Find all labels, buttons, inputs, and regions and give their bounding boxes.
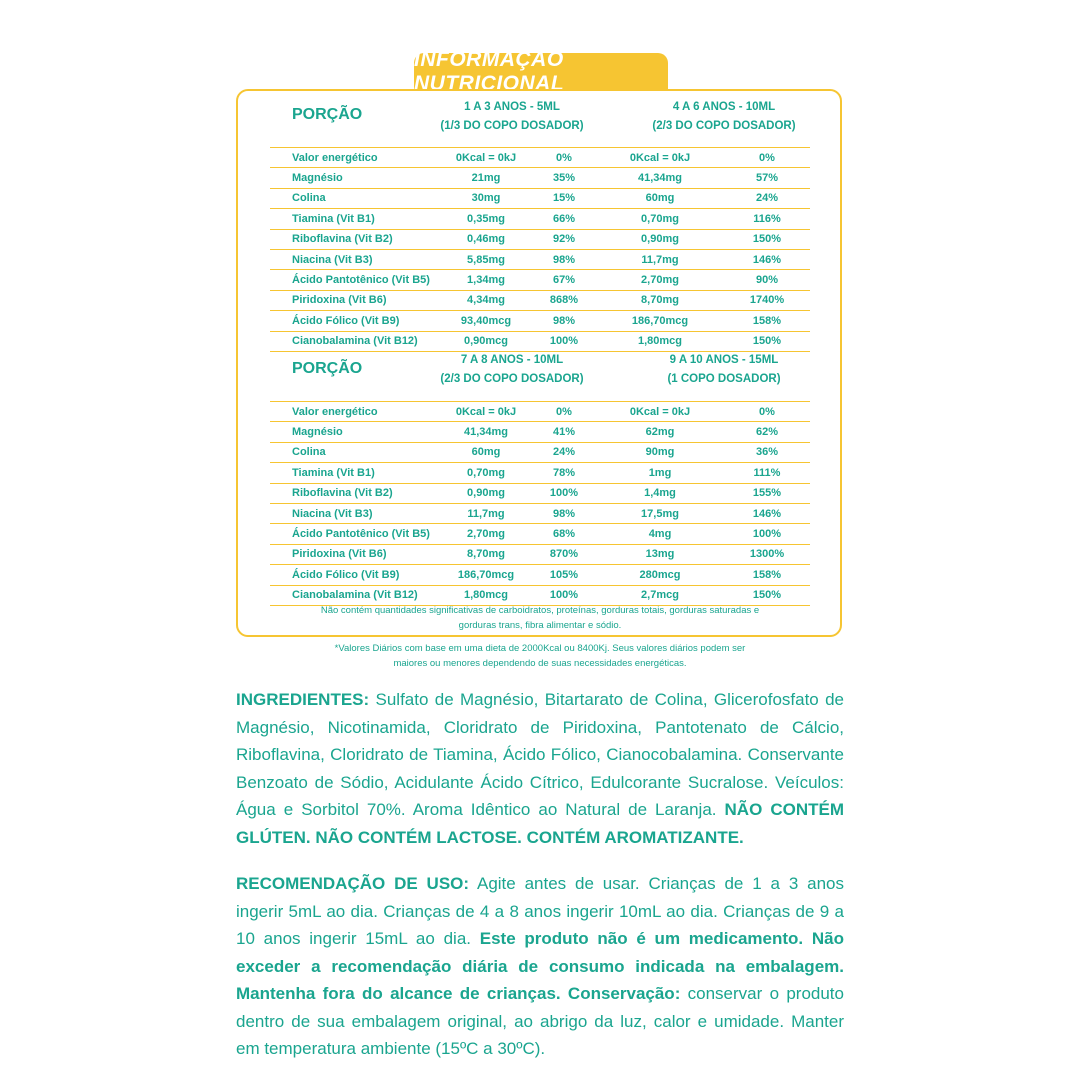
amount-1: 93,40mcg [440, 311, 532, 331]
amount-2: 62mg [596, 422, 724, 442]
percent-1: 100% [532, 483, 596, 503]
nutrient-name: Magnésio [270, 422, 440, 442]
nutrient-name: Riboflavina (Vit B2) [270, 483, 440, 503]
percent-1: 92% [532, 229, 596, 249]
section1-col1-head [412, 98, 612, 136]
table-row [270, 311, 810, 331]
amount-2: 11,7mg [596, 249, 724, 269]
percent-1: 98% [532, 503, 596, 523]
percent-2: 158% [724, 311, 810, 331]
percent-1: 15% [532, 188, 596, 208]
percent-1: 24% [532, 442, 596, 462]
amount-2: 2,7mcg [596, 585, 724, 605]
section2-col2-head-line1: 9 A 10 ANOS - 15ML [669, 354, 779, 366]
box-note [260, 603, 820, 633]
daily-values-note [300, 641, 780, 671]
percent-2: 146% [724, 503, 810, 523]
amount-1: 2,70mg [440, 524, 532, 544]
ingredients-text: Sulfato de Magnésio, Bitartarato de Colina, Glicerofosfato de Magnésio, Nicotinamida, Cloridrato de Piridoxina, Pantotenato de Cálcio, Riboflavina, Cloridrato de Tiamina, Ácido Fólico, Cianocobalamina. Conservante Benzoato de Sódio, Acidulante Ácido Cítrico, Edulcorante Sucralose. Veículos: Água e Sorbitol 70%. Aroma Idêntico ao Natural de Laranja. [236, 690, 844, 819]
amount-2: 8,70mg [596, 290, 724, 310]
section2-col1-head-line2: (2/3 DO COPO DOSADOR) [440, 373, 584, 385]
daily-note-line2: maiores ou menores dependendo de suas necessidades energéticas. [393, 658, 687, 669]
amount-2: 1,80mcg [596, 331, 724, 351]
amount-2: 0,90mg [596, 229, 724, 249]
percent-1: 66% [532, 209, 596, 229]
nutrient-name: Niacina (Vit B3) [270, 503, 440, 523]
nutrient-name: Riboflavina (Vit B2) [270, 229, 440, 249]
amount-1: 0,46mg [440, 229, 532, 249]
table-row [270, 148, 810, 168]
percent-1: 67% [532, 270, 596, 290]
table-row [270, 290, 810, 310]
nutrient-name: Cianobalamina (Vit B12) [270, 331, 440, 351]
nutrient-name: Cianobalamina (Vit B12) [270, 585, 440, 605]
amount-1: 0,70mg [440, 463, 532, 483]
section2-col2-head-line2: (1 COPO DOSADOR) [667, 373, 781, 385]
nutrient-name: Ácido Fólico (Vit B9) [270, 565, 440, 585]
amount-1: 8,70mg [440, 544, 532, 564]
conservacao-text: conservar o produto dentro de sua embalagem original, ao abrigo da luz, calor e umidade. Manter em temperatura ambiente (15ºC a 30ºC). [236, 984, 844, 1058]
percent-1: 0% [532, 402, 596, 422]
nutrient-name: Tiamina (Vit B1) [270, 209, 440, 229]
nutrition-table-2 [270, 401, 810, 606]
nutrient-name: Magnésio [270, 168, 440, 188]
amount-1: 0Kcal = 0kJ [440, 402, 532, 422]
percent-1: 105% [532, 565, 596, 585]
percent-1: 98% [532, 311, 596, 331]
percent-2: 36% [724, 442, 810, 462]
amount-2: 17,5mg [596, 503, 724, 523]
section2-col2-head [624, 351, 824, 389]
percent-2: 1300% [724, 544, 810, 564]
ingredients-warning: NÃO CONTÉM GLÚTEN. NÃO CONTÉM LACTOSE. CONTÉM AROMATIZANTE. [236, 800, 844, 847]
section1-col2-head-line2: (2/3 DO COPO DOSADOR) [652, 120, 796, 132]
nutrient-name: Ácido Pantotênico (Vit B5) [270, 270, 440, 290]
percent-2: 155% [724, 483, 810, 503]
nutrient-name: Valor energético [270, 148, 440, 168]
box-note-line1: Não contém quantidades significativas de carboidratos, proteínas, gorduras totais, gorduras saturadas e [320, 605, 760, 616]
nutrient-name: Valor energético [270, 402, 440, 422]
nutrient-name: Ácido Pantotênico (Vit B5) [270, 524, 440, 544]
amount-2: 1,4mg [596, 483, 724, 503]
percent-2: 150% [724, 229, 810, 249]
nutrition-header-tab [414, 48, 668, 95]
conservacao-label: Conservação: [560, 984, 681, 1003]
table-row [270, 209, 810, 229]
nutrient-name: Colina [270, 442, 440, 462]
porcao-label-2: PORÇÃO [292, 360, 363, 377]
percent-2: 150% [724, 331, 810, 351]
usage-text: Agite antes de usar. Crianças de 1 a 3 anos ingerir 5mL ao dia. Crianças de 4 a 8 anos ingerir 10mL ao dia. Crianças de 9 a 10 anos ingerir 15mL ao dia. [236, 874, 844, 948]
amount-1: 0Kcal = 0kJ [440, 148, 532, 168]
nutrition-header-title: INFORMAÇÃO NUTRICIONAL [414, 48, 565, 95]
nutrient-name: Ácido Fólico (Vit B9) [270, 311, 440, 331]
section2-col1-head-line1: 7 A 8 ANOS - 10ML [460, 354, 564, 366]
amount-1: 0,90mg [440, 483, 532, 503]
table-row [270, 249, 810, 269]
table-row [270, 402, 810, 422]
amount-1: 5,85mg [440, 249, 532, 269]
nutrient-name: Niacina (Vit B3) [270, 249, 440, 269]
amount-1: 60mg [440, 442, 532, 462]
table-row [270, 422, 810, 442]
section2-col1-head [412, 351, 612, 389]
amount-2: 41,34mg [596, 168, 724, 188]
amount-2: 0,70mg [596, 209, 724, 229]
table-row [270, 544, 810, 564]
ingredients-label: INGREDIENTES: [236, 690, 370, 709]
nutrition-table-1 [270, 147, 810, 352]
percent-1: 68% [532, 524, 596, 544]
table-row [270, 331, 810, 351]
daily-note-line1: *Valores Diários com base em uma dieta de 2000Kcal ou 8400Kj. Seus valores diários podem ser [334, 643, 746, 654]
percent-2: 90% [724, 270, 810, 290]
percent-2: 100% [724, 524, 810, 544]
table-row [270, 483, 810, 503]
porcao-label-1: PORÇÃO [292, 106, 363, 123]
amount-2: 0Kcal = 0kJ [596, 148, 724, 168]
usage-warning: Este produto não é um medicamento. Não exceder a recomendação diária de consumo indicada na embalagem. Mantenha fora do alcance de crianças. [236, 929, 844, 1003]
percent-1: 0% [532, 148, 596, 168]
nutrient-name: Piridoxina (Vit B6) [270, 290, 440, 310]
table-row [270, 503, 810, 523]
amount-2: 60mg [596, 188, 724, 208]
table-row [270, 270, 810, 290]
amount-1: 30mg [440, 188, 532, 208]
amount-2: 2,70mg [596, 270, 724, 290]
amount-1: 186,70mcg [440, 565, 532, 585]
percent-1: 100% [532, 331, 596, 351]
section1-col2-head-line1: 4 A 6 ANOS - 10ML [672, 101, 776, 113]
amount-1: 21mg [440, 168, 532, 188]
amount-1: 1,34mg [440, 270, 532, 290]
ingredients-paragraph [236, 686, 844, 851]
nutrient-name: Colina [270, 188, 440, 208]
percent-2: 116% [724, 209, 810, 229]
amount-2: 13mg [596, 544, 724, 564]
amount-2: 186,70mcg [596, 311, 724, 331]
percent-2: 1740% [724, 290, 810, 310]
amount-1: 0,35mg [440, 209, 532, 229]
amount-1: 0,90mcg [440, 331, 532, 351]
amount-2: 0Kcal = 0kJ [596, 402, 724, 422]
percent-2: 150% [724, 585, 810, 605]
percent-2: 111% [724, 463, 810, 483]
amount-2: 1mg [596, 463, 724, 483]
percent-1: 41% [532, 422, 596, 442]
percent-2: 0% [724, 148, 810, 168]
section1-col1-head-line2: (1/3 DO COPO DOSADOR) [440, 120, 584, 132]
percent-1: 35% [532, 168, 596, 188]
percent-2: 57% [724, 168, 810, 188]
amount-1: 4,34mg [440, 290, 532, 310]
percent-1: 98% [532, 249, 596, 269]
section1-col1-head-line1: 1 A 3 ANOS - 5ML [464, 101, 560, 113]
table-row [270, 463, 810, 483]
nutrient-name: Tiamina (Vit B1) [270, 463, 440, 483]
amount-2: 90mg [596, 442, 724, 462]
percent-2: 146% [724, 249, 810, 269]
percent-2: 0% [724, 402, 810, 422]
usage-paragraph [236, 870, 844, 1063]
percent-2: 158% [724, 565, 810, 585]
percent-1: 868% [532, 290, 596, 310]
percent-1: 78% [532, 463, 596, 483]
section1-col2-head [624, 98, 824, 136]
percent-1: 100% [532, 585, 596, 605]
table-row [270, 524, 810, 544]
amount-1: 1,80mcg [440, 585, 532, 605]
amount-2: 4mg [596, 524, 724, 544]
table-row [270, 229, 810, 249]
nutrient-name: Piridoxina (Vit B6) [270, 544, 440, 564]
amount-2: 280mcg [596, 565, 724, 585]
percent-2: 62% [724, 422, 810, 442]
usage-label: RECOMENDAÇÃO DE USO: [236, 874, 470, 893]
percent-1: 870% [532, 544, 596, 564]
table-row [270, 565, 810, 585]
amount-1: 11,7mg [440, 503, 532, 523]
table-row [270, 442, 810, 462]
percent-2: 24% [724, 188, 810, 208]
table-row [270, 168, 810, 188]
table-row [270, 188, 810, 208]
box-note-line2: gorduras trans, fibra alimentar e sódio. [458, 620, 622, 631]
amount-1: 41,34mg [440, 422, 532, 442]
